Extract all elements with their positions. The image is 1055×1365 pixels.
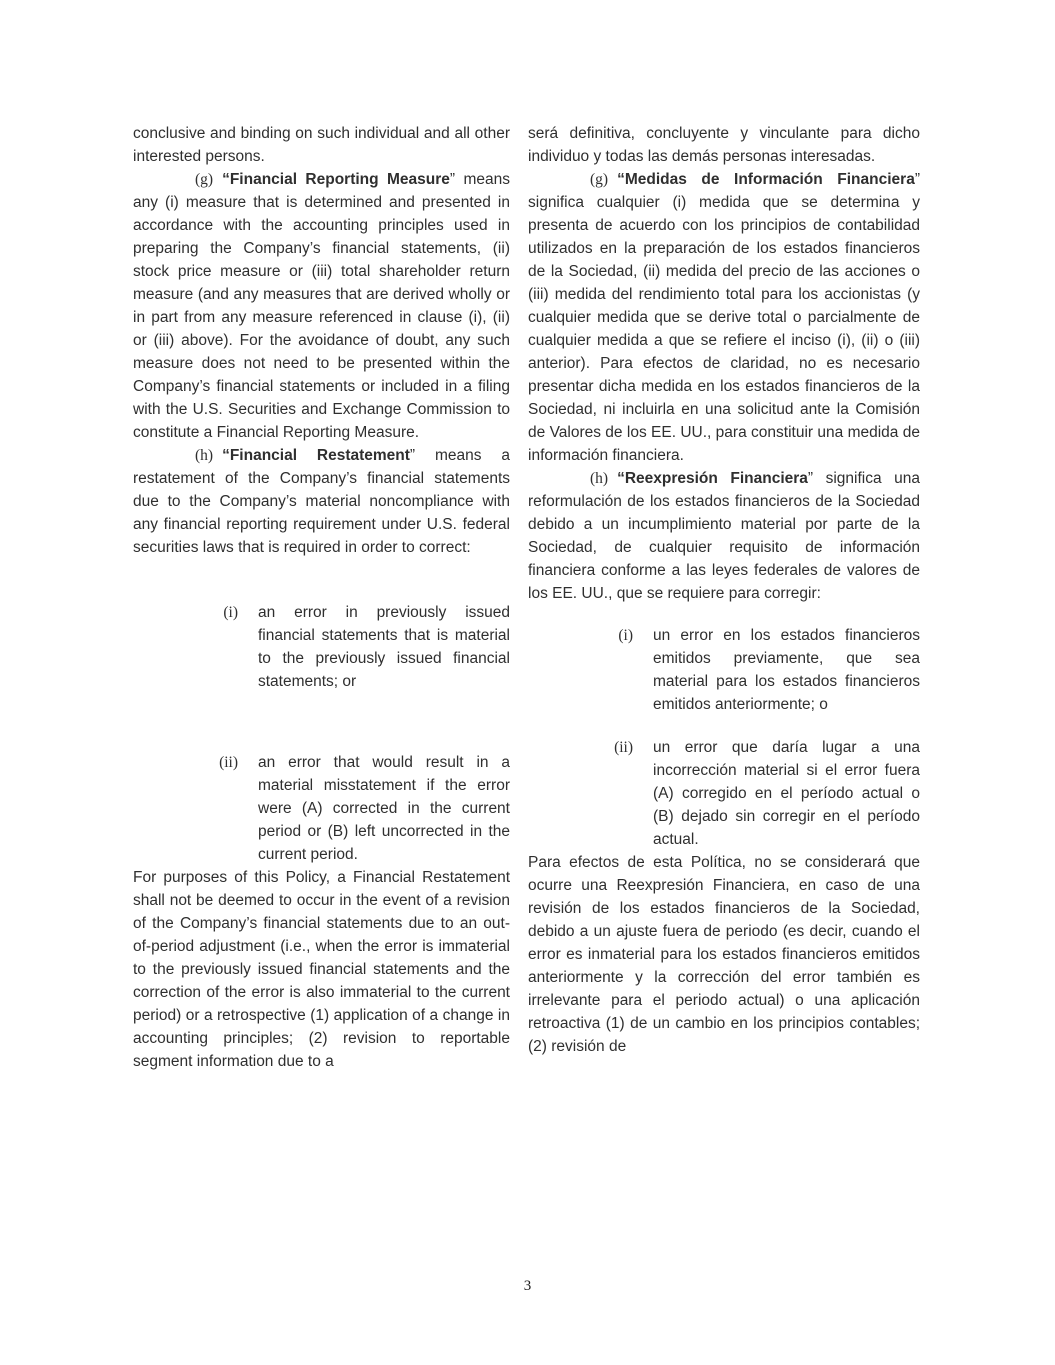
list-marker-i: (i): [223, 604, 238, 621]
list-item-text: an error in previously issued financial statements that is material to the previously issued financial statements; or: [258, 604, 510, 690]
clause-marker-g: (g): [195, 171, 214, 188]
definition-body: significa cualquier (i) medida que se determina y presenta de acuerdo con los principios de contabilidad utilizados en la preparación de los estados financieros de la Sociedad, (ii) medida del precio de las acciones o (iii) medida del rendimiento total para los accionistas (y cualquier medida que se derive total o parcialmente de cualquier medida a que se refiere el inciso (i), (ii) o (iii) anterior). Para efectos de claridad, no es necesario presentar dicha medida en los estados financieros de la Sociedad, ni incluirla en una solicitud ante la Comisión de Valores de los EE. UU., para constituir una medida de información financiera.: [528, 194, 920, 464]
defined-term: Reexpresión Financiera: [624, 470, 808, 487]
close-quote: ”: [449, 171, 456, 188]
defined-term: Financial Restatement: [229, 447, 410, 464]
clause-marker-g: (g): [590, 171, 609, 188]
clause-marker-h: (h): [590, 470, 609, 487]
column-spanish: [528, 122, 920, 1073]
definition-g-en: [133, 168, 510, 444]
definition-h-es: [528, 467, 920, 605]
list-marker-ii: (ii): [219, 754, 238, 771]
definition-g-es: [528, 168, 920, 467]
list-item-text: an error that would result in a material misstatement if the error were (A) corrected in the current period or (B) left uncorrected in the current period.: [258, 754, 510, 863]
open-quote: “: [222, 171, 230, 188]
definition-h-en: [133, 444, 510, 559]
definition-body: means a restatement of the Company’s financial statements due to the Company’s material noncompliance with any financial reporting requirement under U.S. federal securities laws that is required in order to correct:: [133, 447, 510, 556]
paragraph-continuation-es: será definitiva, concluyente y vinculante para dicho individuo y todas las demás personas interesadas.: [528, 125, 920, 165]
list-item-ii-en: [219, 751, 510, 866]
clause-marker-h: (h): [195, 447, 214, 464]
open-quote: “: [617, 171, 625, 188]
list-marker-i: (i): [618, 627, 633, 644]
column-english: [133, 122, 510, 1073]
list-marker-ii: (ii): [614, 739, 633, 756]
list-item-ii-es: [614, 736, 920, 851]
definition-body: significa una reformulación de los estados financieros de la Sociedad debido a un incumplimiento material por parte de la Sociedad, de cualquier requisito de información financiera conforme a las leyes federales de valores de los EE. UU., que se requiere para corregir:: [528, 470, 920, 602]
closing-paragraph-es: Para efectos de esta Política, no se considerará que ocurre una Reexpresión Financiera, en caso de una revisión de los estados financieros de la Sociedad, debido a un ajuste fuera de periodo (es decir, cuando el error es inmaterial para los estados financieros emitidos anteriormente y la corrección del error también es irrelevante para el periodo actual) o una aplicación retroactiva (1) de un cambio en los principios contables; (2) revisión de: [528, 854, 920, 1055]
closing-paragraph-en: For purposes of this Policy, a Financial Restatement shall not be deemed to occur in the event of a revision of the Company’s financial statements due to an out-of-period adjustment (i.e., when the error is immaterial to the previously issued financial statements and the correction of the error is also immaterial to the current period) or a retrospective (1) application of a change in accounting principles; (2) revision to reportable segment information due to a: [133, 869, 510, 1070]
list-item-text: un error que daría lugar a una incorrección material si el error fuera (A) corregido en el período actual o (B) dejado sin corregir en el período actual.: [653, 739, 920, 848]
definition-body: means any (i) measure that is determined and presented in accordance with the accounting principles used in preparing the Company’s financial statements, (ii) stock price measure or (iii) total shareholder return measure (and any measures that are derived wholly or in part from any measure referenced in clause (i), (ii) or (iii) above). For the avoidance of doubt, any such measure does not need to be presented within the Company’s financial statements or included in a filing with the U.S. Securities and Exchange Commission to constitute a Financial Reporting Measure.: [133, 171, 510, 441]
page-number: 3: [523, 1278, 532, 1294]
close-quote: ”: [807, 470, 814, 487]
defined-term: Medidas de Información Financiera: [624, 171, 915, 188]
open-quote: “: [617, 470, 625, 487]
close-quote: ”: [914, 171, 920, 188]
close-quote: ”: [409, 447, 416, 464]
paragraph-continuation-en: conclusive and binding on such individual and all other interested persons.: [133, 125, 510, 165]
list-item-i-en: [223, 601, 510, 693]
list-item-text: un error en los estados financieros emitidos previamente, que sea material para los estados financieros emitidos anteriormente; o: [653, 627, 920, 713]
list-item-i-es: [618, 624, 920, 716]
defined-term: Financial Reporting Measure: [229, 171, 450, 188]
open-quote: “: [222, 447, 230, 464]
